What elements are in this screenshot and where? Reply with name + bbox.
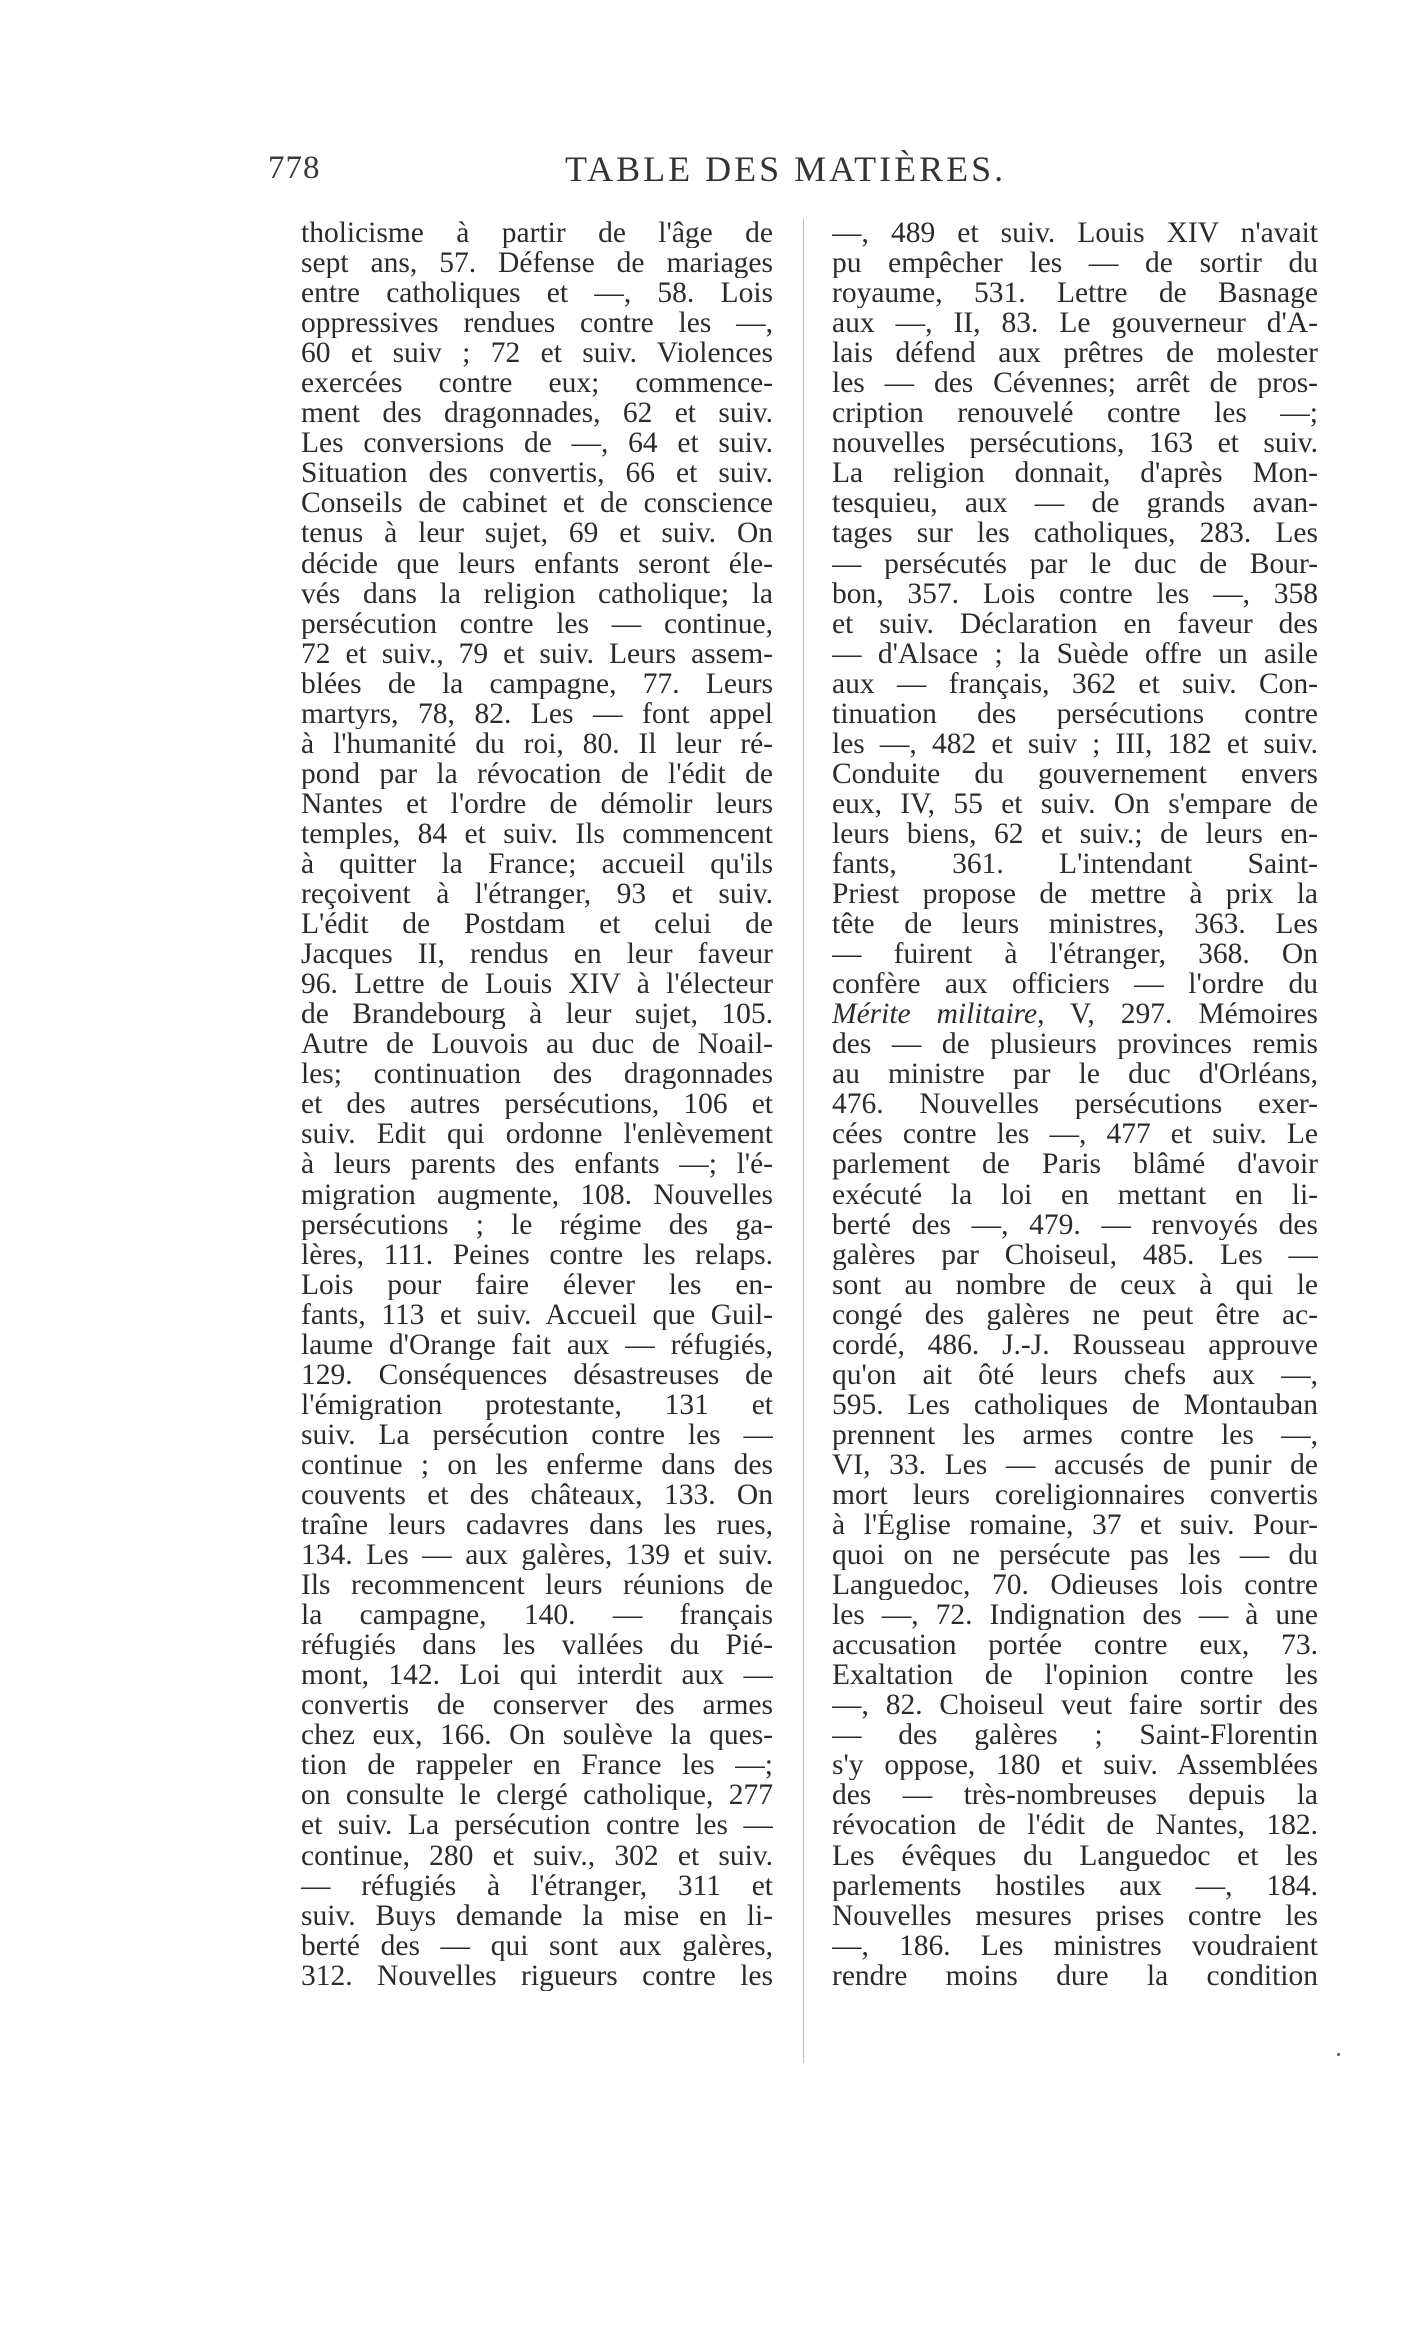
index-line: vés dans la religion catholique; la bbox=[301, 578, 773, 609]
index-line: les —, 72. Indignation des — à une bbox=[832, 1600, 1318, 1631]
index-line: 134. Les — aux galères, 139 et suiv. bbox=[301, 1540, 773, 1571]
index-line: —, 82. Choiseul veut faire sortir des bbox=[832, 1690, 1318, 1721]
index-line: parlement de Paris blâmé d'avoir bbox=[832, 1149, 1318, 1180]
index-line: pond par la révocation de l'édit de bbox=[301, 758, 773, 789]
index-line: suiv. La persécution contre les — bbox=[301, 1419, 773, 1450]
index-line: prennent les armes contre les —, bbox=[832, 1419, 1318, 1450]
index-line: 476. Nouvelles persécutions exer- bbox=[832, 1089, 1318, 1120]
index-line: galères par Choiseul, 485. Les — bbox=[832, 1239, 1318, 1270]
index-line: — fuirent à l'étranger, 368. On bbox=[832, 939, 1318, 970]
index-line: Les évêques du Languedoc et les bbox=[832, 1840, 1318, 1871]
index-line: 60 et suiv ; 72 et suiv. Violences bbox=[301, 338, 773, 369]
print-speck bbox=[1337, 2053, 1340, 2056]
index-line: Nantes et l'ordre de démolir leurs bbox=[301, 788, 773, 819]
index-line: 312. Nouvelles rigueurs contre les bbox=[301, 1960, 773, 1991]
index-line: les — des Cévennes; arrêt de pros- bbox=[832, 368, 1318, 399]
index-line: fants, 113 et suiv. Accueil que Guil- bbox=[301, 1299, 773, 1330]
index-line: tion de rappeler en France les —; bbox=[301, 1750, 773, 1781]
index-line: tholicisme à partir de l'âge de bbox=[301, 218, 773, 249]
index-line: les; continuation des dragonnades bbox=[301, 1059, 773, 1090]
index-line: —, 186. Les ministres voudraient bbox=[832, 1930, 1318, 1961]
index-line: réfugiés dans les vallées du Pié- bbox=[301, 1630, 773, 1661]
index-line: berté des —, 479. — renvoyés des bbox=[832, 1209, 1318, 1240]
index-line: leurs biens, 62 et suiv.; de leurs en- bbox=[832, 818, 1318, 849]
index-line: aux —, II, 83. Le gouverneur d'A- bbox=[832, 308, 1318, 339]
index-line: cription renouvelé contre les —; bbox=[832, 398, 1318, 429]
index-column-right bbox=[832, 218, 1318, 1991]
index-line: accusation portée contre eux, 73. bbox=[832, 1630, 1318, 1661]
index-line: Mérite militaire, V, 297. Mémoires bbox=[832, 999, 1318, 1030]
index-line: 72 et suiv., 79 et suiv. Leurs assem- bbox=[301, 638, 773, 669]
index-line: tages sur les catholiques, 283. Les bbox=[832, 518, 1318, 549]
index-line: aux — français, 362 et suiv. Con- bbox=[832, 668, 1318, 699]
index-column-left bbox=[301, 218, 773, 1991]
index-line: Languedoc, 70. Odieuses lois contre bbox=[832, 1570, 1318, 1601]
index-line: Jacques II, rendus en leur faveur bbox=[301, 939, 773, 970]
index-line: Conseils de cabinet et de conscience bbox=[301, 488, 773, 519]
index-line: convertis de conserver des armes bbox=[301, 1690, 773, 1721]
index-line: entre catholiques et —, 58. Lois bbox=[301, 278, 773, 309]
index-line: des — très-nombreuses depuis la bbox=[832, 1780, 1318, 1811]
index-line: temples, 84 et suiv. Ils commencent bbox=[301, 818, 773, 849]
index-line: migration augmente, 108. Nouvelles bbox=[301, 1179, 773, 1210]
index-line: et suiv. La persécution contre les — bbox=[301, 1810, 773, 1841]
index-line: mont, 142. Loi qui interdit aux — bbox=[301, 1660, 773, 1691]
index-line: lais défend aux prêtres de molester bbox=[832, 338, 1318, 369]
index-line: suiv. Edit qui ordonne l'enlèvement bbox=[301, 1119, 773, 1150]
index-line: Ils recommencent leurs réunions de bbox=[301, 1570, 773, 1601]
index-line: — d'Alsace ; la Suède offre un asile bbox=[832, 638, 1318, 669]
index-line: — réfugiés à l'étranger, 311 et bbox=[301, 1870, 773, 1901]
index-line: martyrs, 78, 82. Les — font appel bbox=[301, 698, 773, 729]
index-line: traîne leurs cadavres dans les rues, bbox=[301, 1510, 773, 1541]
index-line: Situation des convertis, 66 et suiv. bbox=[301, 458, 773, 489]
index-line: mort leurs coreligionnaires convertis bbox=[832, 1479, 1318, 1511]
index-line: à quitter la France; accueil qu'ils bbox=[301, 848, 773, 880]
index-line: Nouvelles mesures prises contre les bbox=[832, 1900, 1318, 1931]
index-line: parlements hostiles aux —, 184. bbox=[832, 1870, 1318, 1901]
index-line: fants, 361. L'intendant Saint- bbox=[832, 848, 1318, 880]
index-line: quoi on ne persécute pas les — du bbox=[832, 1540, 1318, 1571]
index-line: —, 489 et suiv. Louis XIV n'avait bbox=[832, 218, 1318, 249]
index-line: cées contre les —, 477 et suiv. Le bbox=[832, 1119, 1318, 1150]
index-line: et des autres persécutions, 106 et bbox=[301, 1089, 773, 1120]
index-line: Autre de Louvois au duc de Noail- bbox=[301, 1029, 773, 1060]
index-line: suiv. Buys demande la mise en li- bbox=[301, 1900, 773, 1931]
index-line: cordé, 486. J.-J. Rousseau approuve bbox=[832, 1329, 1318, 1360]
index-line: chez eux, 166. On soulève la ques- bbox=[301, 1720, 773, 1751]
index-line: 96. Lettre de Louis XIV à l'électeur bbox=[301, 969, 773, 1000]
index-line: tenus à leur sujet, 69 et suiv. On bbox=[301, 518, 773, 549]
index-line: qu'on ait ôté leurs chefs aux —, bbox=[832, 1359, 1318, 1390]
index-line: tesquieu, aux — de grands avan- bbox=[832, 488, 1318, 519]
index-line: nouvelles persécutions, 163 et suiv. bbox=[832, 428, 1318, 459]
index-line: sept ans, 57. Défense de mariages bbox=[301, 248, 773, 279]
index-line: exercées contre eux; commence- bbox=[301, 368, 773, 399]
index-line: continue, 280 et suiv., 302 et suiv. bbox=[301, 1840, 773, 1871]
index-line: de Brandebourg à leur sujet, 105. bbox=[301, 999, 773, 1030]
index-line: Exaltation de l'opinion contre les bbox=[832, 1660, 1318, 1691]
index-line: oppressives rendues contre les —, bbox=[301, 308, 773, 339]
index-line: continue ; on les enferme dans des bbox=[301, 1449, 773, 1480]
index-line: Les conversions de —, 64 et suiv. bbox=[301, 428, 773, 459]
index-line: La religion donnait, d'après Mon- bbox=[832, 458, 1318, 489]
index-line: tinuation des persécutions contre bbox=[832, 698, 1318, 729]
index-line: à l'Église romaine, 37 et suiv. Pour- bbox=[832, 1510, 1318, 1541]
index-line: VI, 33. Les — accusés de punir de bbox=[832, 1449, 1318, 1480]
column-divider bbox=[803, 218, 804, 2063]
index-line: laume d'Orange fait aux — réfugiés, bbox=[301, 1329, 773, 1360]
index-line: blées de la campagne, 77. Leurs bbox=[301, 668, 773, 699]
index-line: 129. Conséquences désastreuses de bbox=[301, 1359, 773, 1390]
index-line: on consulte le clergé catholique, 277 bbox=[301, 1780, 773, 1811]
index-line: pu empêcher les — de sortir du bbox=[832, 248, 1318, 279]
index-line: persécution contre les — continue, bbox=[301, 608, 773, 639]
index-line: Priest propose de mettre à prix la bbox=[832, 879, 1318, 910]
index-line: rendre moins dure la condition bbox=[832, 1960, 1318, 1991]
index-line: décide que leurs enfants seront éle- bbox=[301, 548, 773, 579]
index-line: et suiv. Déclaration en faveur des bbox=[832, 608, 1318, 639]
index-line: les —, 482 et suiv ; III, 182 et suiv. bbox=[832, 728, 1318, 759]
index-line: des — de plusieurs provinces remis bbox=[832, 1029, 1318, 1060]
index-line: révocation de l'édit de Nantes, 182. bbox=[832, 1810, 1318, 1841]
page-number: 778 bbox=[268, 150, 321, 186]
index-line: au ministre par le duc d'Orléans, bbox=[832, 1059, 1318, 1090]
index-line: exécuté la loi en mettant en li- bbox=[832, 1179, 1318, 1210]
index-line: la campagne, 140. — français bbox=[301, 1600, 773, 1631]
index-line: bon, 357. Lois contre les —, 358 bbox=[832, 578, 1318, 609]
index-line: royaume, 531. Lettre de Basnage bbox=[832, 278, 1318, 309]
index-line: tête de leurs ministres, 363. Les bbox=[832, 909, 1318, 940]
index-line: persécutions ; le régime des ga- bbox=[301, 1209, 773, 1240]
index-line: congé des galères ne peut être ac- bbox=[832, 1299, 1318, 1330]
index-line: l'émigration protestante, 131 et bbox=[301, 1389, 773, 1420]
index-line: à leurs parents des enfants —; l'é- bbox=[301, 1149, 773, 1180]
index-line: sont au nombre de ceux à qui le bbox=[832, 1269, 1318, 1300]
index-line: L'édit de Postdam et celui de bbox=[301, 909, 773, 940]
running-title: TABLE DES MATIÈRES. bbox=[565, 149, 1007, 189]
index-line: ment des dragonnades, 62 et suiv. bbox=[301, 398, 773, 429]
index-line: berté des — qui sont aux galères, bbox=[301, 1930, 773, 1961]
index-line: eux, IV, 55 et suiv. On s'empare de bbox=[832, 788, 1318, 819]
index-line: Conduite du gouvernement envers bbox=[832, 758, 1318, 789]
index-line: — des galères ; Saint-Florentin bbox=[832, 1720, 1318, 1751]
index-line: Lois pour faire élever les en- bbox=[301, 1269, 773, 1300]
index-line: confère aux officiers — l'ordre du bbox=[832, 969, 1318, 1000]
index-line: lères, 111. Peines contre les relaps. bbox=[301, 1239, 773, 1270]
index-line: 595. Les catholiques de Montauban bbox=[832, 1389, 1318, 1420]
index-line: s'y oppose, 180 et suiv. Assemblées bbox=[832, 1750, 1318, 1781]
index-line: — persécutés par le duc de Bour- bbox=[832, 548, 1318, 579]
index-line: couvents et des châteaux, 133. On bbox=[301, 1479, 773, 1511]
index-line: à l'humanité du roi, 80. Il leur ré- bbox=[301, 728, 773, 759]
index-line: reçoivent à l'étranger, 93 et suiv. bbox=[301, 879, 773, 910]
